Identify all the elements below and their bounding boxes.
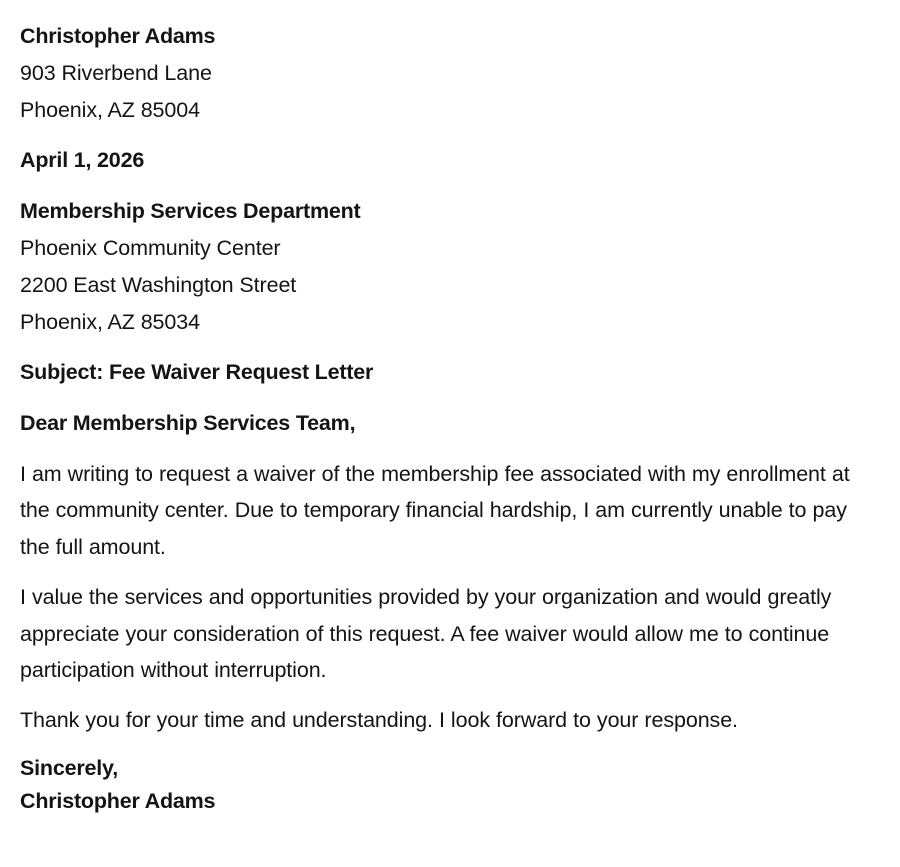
- sender-street: 903 Riverbend Lane: [20, 61, 212, 85]
- sender-name: Christopher Adams: [20, 24, 216, 48]
- body-paragraph-1: I am writing to request a waiver of the membership fee associated with my enrollment at the community center. Due to temporary financial hardship, I am currently unable to pay the full amount.: [20, 462, 850, 559]
- body-paragraph-3: Thank you for your time and understanding. I look forward to your response.: [20, 708, 738, 733]
- salutation: Dear Membership Services Team,: [20, 411, 356, 435]
- sender-address-block: [20, 18, 880, 129]
- signature-name: Christopher Adams: [20, 788, 216, 813]
- subject-block: [20, 354, 880, 391]
- recipient-street: 2200 East Washington Street: [20, 273, 297, 297]
- salutation-block: [20, 405, 880, 442]
- recipient-organization: Phoenix Community Center: [20, 236, 281, 260]
- date-block: [20, 142, 880, 179]
- sender-city-state-zip: Phoenix, AZ 85004: [20, 98, 200, 122]
- subject-line: Subject: Fee Waiver Request Letter: [20, 360, 374, 384]
- recipient-department: Membership Services Department: [20, 199, 361, 223]
- closing-block: [20, 752, 880, 818]
- recipient-city-state-zip: Phoenix, AZ 85034: [20, 310, 200, 334]
- letter-date: April 1, 2026: [20, 148, 145, 172]
- body-paragraph-2: I value the services and opportunities provided by your organization and would greatly appreciate your consideration of this request. A fee waiver would allow me to continue participation without interruption.: [20, 585, 832, 683]
- valediction: Sincerely,: [20, 755, 118, 780]
- letter-body: [20, 456, 880, 739]
- recipient-address-block: [20, 193, 880, 341]
